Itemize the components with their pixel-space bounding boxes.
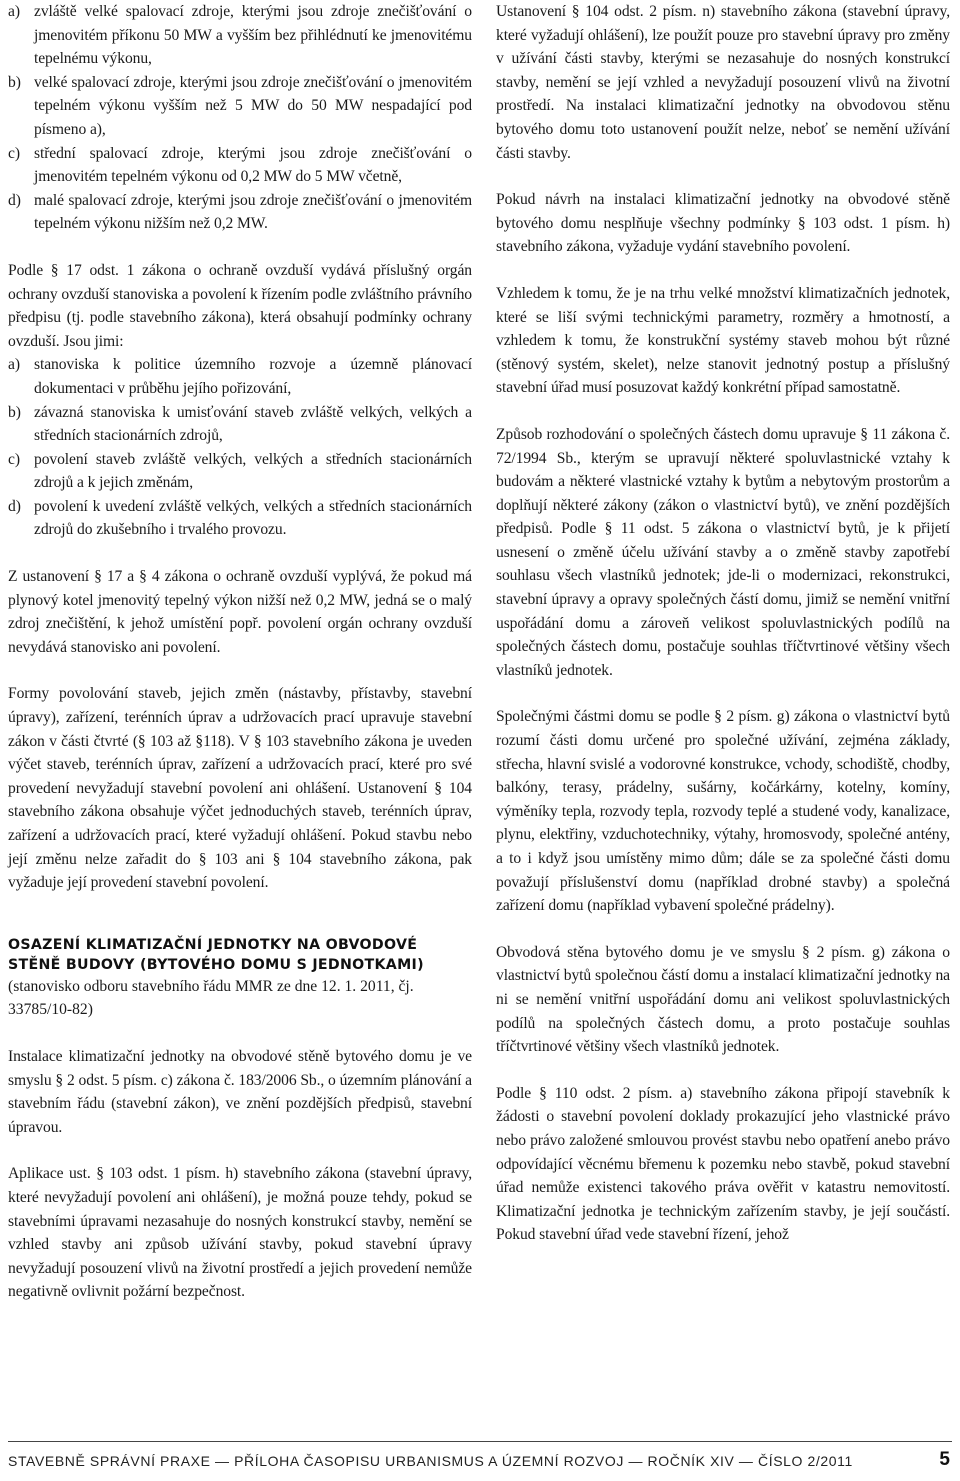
list-marker: a) bbox=[8, 3, 20, 20]
paragraph: Pokud návrh na instalaci klimatizační jednotky na obvodové stěně bytového domu nesplňuje všechny podmínky § 103 odst. 1 písm. h) stavebního zákona, vyžaduje vydání stavebního povolení. bbox=[496, 191, 950, 256]
paragraph: Ustanovení § 104 odst. 2 písm. n) stavebního zákona (stavební úpravy, které vyžadují ohlášení), lze použít pouze pro stavební úpravy pro změny v užívání části stavby, kterými se nezasahuje do nosných konstrukcí stavby, nemění se její vzhled a nevyžadují posouzení vlivů na životní prostředí. Na instalaci klimatizační jednotky na obvodovou stěnu bytového domu toto ustanovení použít nelze, neboť se nemění užívání části stavby. bbox=[496, 3, 950, 162]
page-footer bbox=[0, 1441, 960, 1481]
list-item bbox=[8, 0, 472, 71]
list-item bbox=[8, 189, 472, 236]
paragraph: Společnými částmi domu se podle § 2 písm. g) zákona o vlastnictví bytů rozumí části domu určené pro společné užívání, zejména základy, střecha, hlavní svislé a vodorovné konstrukce, vchody, schodiště, chodby, balkóny, terasy, prádelny, sušárny, kočárkárny, kotelny, komíny, výměníky tepla, rozvody tepla, rozvody teplé a studené vody, kanalizace, plynu, elektřiny, vzduchotechniky, výtahy, hromosvody, společné antény, a to i když jsou umístěny mimo dům; dále se za společné části domu považují příslušenství domu (například drobné stavby) a společná zařízení domu (například vybavení společné prádelny). bbox=[496, 708, 950, 915]
page-number: 5 bbox=[939, 1449, 950, 1470]
list-item bbox=[8, 353, 472, 400]
paragraph: Podle § 17 odst. 1 zákona o ochraně ovzduší vydává příslušný orgán ochrany ovzduší stanoviska a povolení k řízením podle zvláštního právního předpisu (tj. podle stavebního zákona), která obsahují podmínky ochrany ovzduší. Jsou jimi: bbox=[8, 261, 472, 350]
list-marker: b) bbox=[8, 73, 21, 91]
list-item bbox=[8, 495, 472, 542]
paragraph: Formy povolování staveb, jejich změn (nástavby, přístavby, stavební úpravy), zařízení, terénních úprav a udržovacích prací upravuje stavební zákon v části čtvrté (§ 103 až §118). V § 103 stavebního zákona je uveden výčet staveb, terénních úprav, zařízení a udržovacích prací, které pro své provedení nevyžadují stavební povolení ani ohlášení. Ustanovení § 104 stavebního zákona obsahuje výčet jednoduchých staveb, terénních úprav, zařízení a udržovacích prací, které vyžadují ohlášení. Pokud stavbu nebo její změnu nelze zařadit do § 103 ani § 104 stavebního zákona, pak vyžaduje její provedení stavební povolení. bbox=[8, 685, 472, 892]
list-marker: c) bbox=[8, 144, 20, 162]
list-item-text: povolení staveb zvláště velkých, velkých a středních stacionárních zdrojů a k jejich změnám, bbox=[34, 450, 472, 492]
paragraph: Z ustanovení § 17 a § 4 zákona o ochraně ovzduší vyplývá, že pokud má plynový kotel jmenovitý tepelný výkon nižší než 0,2 MW, jedná se o malý zdroj znečištění, k jehož umístění popř. povolení orgán ochrany ovzduší nevydává stanovisko ani povolení. bbox=[8, 568, 472, 656]
list-item-text: závazná stanoviska k umisťování staveb zvláště velkých, velkých a středních stacionárních zdrojů, bbox=[34, 403, 472, 445]
paragraph: Aplikace ust. § 103 odst. 1 písm. h) stavebního zákona (stavební úpravy, které nevyžadují povolení ani ohlášení), je možná pouze tehdy, pokud se stavebními úpravami nezasahuje do nosných konstrukcí stavby, nemění se vzhled stavby ani způsob užívání stavby, pokud stavební úpravy nevyžadují posouzení vlivů na životní prostředí a jejich provedení nemůže negativně ovlivnit požární bezpečnost. bbox=[8, 1165, 472, 1301]
list-marker: d) bbox=[8, 497, 21, 515]
list-item bbox=[8, 448, 472, 495]
list-marker: c) bbox=[8, 450, 20, 468]
list-item-text: stanoviska k politice územního rozvoje a územně plánovací dokumentaci v průběhu jejího pořizování, bbox=[34, 356, 472, 397]
footer-divider bbox=[8, 1441, 952, 1442]
list-item bbox=[8, 71, 472, 142]
list-item bbox=[8, 401, 472, 448]
right-column bbox=[496, 0, 950, 1247]
list-item-text: velké spalovací zdroje, kterými jsou zdroje znečišťování o jmenovitém tepelném výkonu vyšším než 5 MW do 50 MW nespadající pod písmeno a), bbox=[34, 73, 472, 138]
section-heading: OSAZENÍ KLIMATIZAČNÍ JEDNOTKY NA OBVODOVÉ STĚNĚ BUDOVY (BYTOVÉHO DOMU S JEDNOTKAMI) bbox=[8, 936, 424, 973]
footer-publication: STAVEBNĚ SPRÁVNÍ PRAXE — PŘÍLOHA ČASOPISU URBANISMUS A ÚZEMNÍ ROZVOJ — ROČNÍK XIV — ČÍSLO 2/2011 bbox=[8, 1453, 853, 1469]
list-item bbox=[8, 142, 472, 189]
list-item-text: malé spalovací zdroje, kterými jsou zdroje znečišťování o jmenovitém tepelném výkonu nižším než 0,2 MW. bbox=[34, 191, 472, 233]
list-marker: d) bbox=[8, 191, 21, 209]
paragraph: Obvodová stěna bytového domu je ve smyslu § 2 písm. g) zákona o vlastnictví bytů společnou částí domu a instalací klimatizační jednotky na ni se nemění vnitřní uspořádání domu ani velikost spoluvlastnických podílů na společných částech domu, a proto postačuje souhlas tříčtvrtinové většiny všech vlastníků jednotek. bbox=[496, 943, 950, 1056]
list-marker: a) bbox=[8, 356, 20, 374]
list-item-text: povolení k uvedení zvláště velkých, velkých a středních stacionárních zdrojů do zkušebního i trvalého provozu. bbox=[34, 497, 472, 539]
paragraph: Způsob rozhodování o společných částech domu upravuje § 11 zákona č. 72/1994 Sb., kterým se upravují některé spoluvlastnické vztahy k budovám a některé vlastnické vztahy k bytům a nebytovým prostorům a doplňují některé zákony (zákon o vlastnictví bytů), ve znění pozdějších předpisů. Podle § 11 odst. 5 zákona o vlastnictví bytů, je k přijetí usnesení o změně účelu užívání stavby a o změně stavby zapotřebí souhlasu všech vlastníků jednotek; jde-li o modernizaci, rekonstrukci, stavební úpravy a opravy společných částí domu, jimiž se nemění vnitřní uspořádání domu a zároveň velikost spoluvlastnických podílů na společných částech domu, postačuje souhlas tříčtvrtinové většiny všech vlastníků jednotek. bbox=[496, 425, 950, 679]
paragraph: Instalace klimatizační jednotky na obvodové stěně bytového domu je ve smyslu § 2 odst. 5 písm. c) zákona č. 183/2006 Sb., o územním plánování a stavebním řádu (stavební zákon), ve znění pozdějších předpisů, stavební úpravou. bbox=[8, 1047, 472, 1136]
paragraph: Vzhledem k tomu, že je na trhu velké množství klimatizačních jednotek, které se liší svými technickými parametry, rozměry a hmotností, a vzhledem k tomu, že konstrukční systémy staveb mohou být různé (stěnový systém, skelet), nelze stanovit jednotný postup a příslušný stavební úřad musí posuzovat každý konkrétní případ samostatně. bbox=[496, 284, 950, 397]
list-item-text: střední spalovací zdroje, kterými jsou zdroje znečišťování o jmenovitém tepelném výkonu od 0,2 MW do 5 MW včetně, bbox=[34, 144, 472, 186]
section-subheading: (stanovisko odboru stavebního řádu MMR ze dne 12. 1. 2011, čj. 33785/10-82) bbox=[8, 977, 414, 1019]
paragraph: Podle § 110 odst. 2 písm. a) stavebního zákona připojí stavebník k žádosti o stavební povolení doklady prokazující jeho vlastnické právo nebo právo založené smlouvou provést stavbu nebo opatření anebo právo odpovídající věcnému břemenu k pozemku nebo stavbě, pokud stavební úřad nemůže existenci takového práva ověřit v katastru nemovitostí. Klimatizační jednotka je technickým zařízením stavby, je její součástí. Pokud stavební úřad vede stavební řízení, jehož bbox=[496, 1084, 950, 1244]
list-item-text: zvláště velké spalovací zdroje, kterými jsou zdroje znečišťování o jmenovitém příkonu 50 MW a vyšším bez přihlédnutí ke jmenovitému tepelnému výkonu, bbox=[34, 3, 472, 68]
list-marker: b) bbox=[8, 403, 21, 421]
left-column bbox=[8, 0, 472, 1304]
